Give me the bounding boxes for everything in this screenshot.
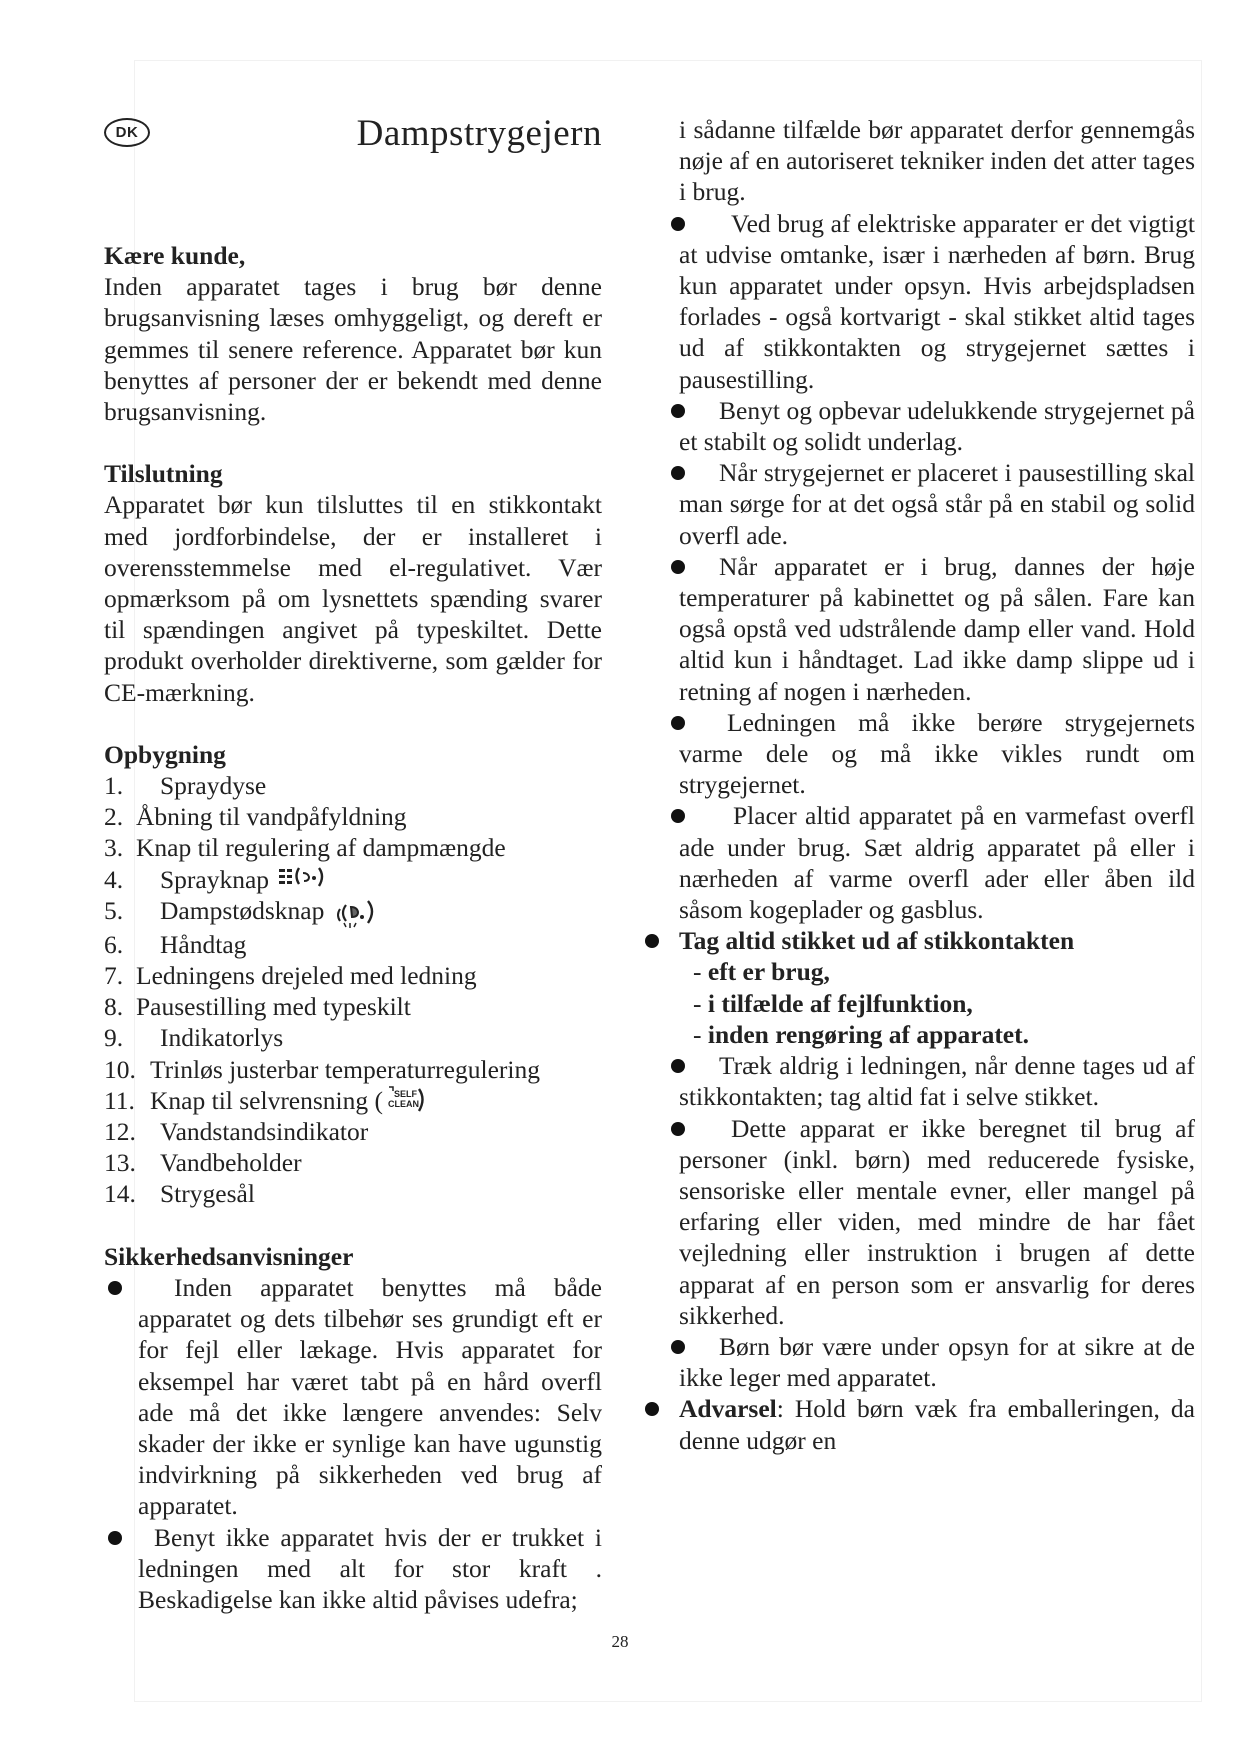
unplug-case: i tilfælde af fejlfunktion, [707,988,973,1018]
item-label: Trinløs justerbar temperaturregulering [150,1054,540,1084]
safety-item-text: Når strygejernet er placeret i pausestilling skal man sørge for at det også står på en stabil og solid overfl ade. [679,458,1195,550]
item-label: Knap til selvrensning ( [150,1085,383,1115]
list-item [104,1178,602,1209]
item-number: 11. [104,1085,135,1115]
safety-item-text: Børn bør være under opsyn for at sikre at de ikke leger med apparatet. [679,1331,1195,1393]
bullet-icon [108,1531,122,1545]
list-item [104,832,602,863]
page-title: Dampstrygejern [356,113,602,154]
safety-item [679,208,1195,395]
bullet-icon [671,716,685,730]
safety-item-text: Benyt ikke apparatet hvis der er trukket i ledningen med alt for stor kraft . Beskadigelse kan ikke altid påvises udefra; [138,1522,602,1614]
safety-item [104,1272,602,1522]
safety-item [679,707,1195,801]
item-number: 9. [104,1023,124,1053]
safety-item [679,551,1195,707]
right-column [679,114,1195,1456]
safety-item [679,1331,1195,1393]
intro-text: Inden apparatet tages i brug bør denne brugsanvisning læses omhyggeligt, og dereft er gemmes til senere reference. Apparatet bør kun benyttes af personer der er bekendt med denne brugsanvisning. [104,272,602,427]
item-label: Vandbeholder [160,1148,302,1178]
language-badge: DK [104,118,150,147]
bullet-icon [671,466,685,480]
bullet-icon [108,1281,122,1295]
bullet-icon [671,217,685,231]
list-item [104,1116,602,1147]
unplug-heading-item [679,925,1195,956]
list-item [104,960,602,991]
safety-item-text: Benyt og opbevar udelukkende strygejernet på et stabilt og solidt underlag. [679,395,1195,457]
warning-label: Advarsel [679,1394,777,1424]
safety-item-text: Ved brug af elektriske apparater er det vigtigt at udvise omtanke, især i nærheden af børn. Brug kun apparatet under opsyn. Hvis arbejdspladsen forlades - også kortvarigt - skal stikket altid tages ud af stikkontakten og strygejernet sættes i pausestilling. [679,208,1195,394]
connection-heading: Tilslutning [104,459,223,489]
list-item [104,929,602,960]
item-label: Åbning til vandpåfyldning [136,802,407,832]
parts-list [104,770,602,1210]
safety-item [679,1050,1195,1112]
self-clean-icon [385,1085,431,1116]
safety-item [679,1113,1195,1331]
item-label: Vandstandsindikator [160,1117,369,1147]
spray-icon [277,864,329,895]
header [104,112,602,160]
safety-item-text: Når apparatet er i brug, dannes der høje temperaturer på kabinettet og på sålen. Fare kan også opstå ved udstrålende damp eller vand. Hold altid kun i håndtaget. Lad ikke damp slippe ud i retning af nogen i nærheden. [679,551,1195,706]
item-number: 10. [104,1054,136,1084]
item-label: Sprayknap [160,864,270,894]
item-label: Strygesål [160,1179,255,1209]
item-label: Dampstødsknap [160,895,325,925]
item-number: 3. [104,833,124,863]
item-label: Pausestilling med typeskilt [136,992,411,1022]
item-number: 7. [104,961,124,991]
list-item [104,801,602,832]
safety-item [679,800,1195,925]
item-label: Indikatorlys [160,1023,284,1053]
item-number: 6. [104,929,124,959]
item-number: 1. [104,771,124,801]
bullet-icon [671,1122,685,1136]
safety-item [679,457,1195,551]
self-clean-icon-text-top: SELF [394,1088,418,1099]
list-item [693,988,1195,1019]
unplug-case: inden rengøring af apparatet. [707,1019,1029,1049]
list-item [693,1019,1195,1050]
bullet-icon [671,560,685,574]
list-item [104,991,602,1022]
bullet-icon [671,404,685,418]
self-clean-icon-text-bottom: CLEAN [388,1098,419,1109]
list-item [104,895,602,929]
safety-item [104,1522,602,1616]
item-label: Ledningens drejeled med ledning [136,961,477,991]
construction-heading: Opbygning [104,739,226,769]
safety-item-text: Dette apparat er ikke beregnet til brug af personer (inkl. børn) med reducerede fysiske, sensoriske eller mentale evner, eller mangel på erfaring eller viden, med mindre de har fået vejledning eller instruktion i brugen af dette apparat af en person som er ansvarlig for deres sikkerhed. [679,1113,1195,1330]
list-item [104,1022,602,1053]
safety-heading: Sikkerhedsanvisninger [104,1241,354,1271]
list-item [104,864,602,895]
safety-item-text: Ledningen må ikke berøre strygejernets varme dele og må ikke vikles rundt om strygejernet. [679,707,1195,800]
safety-item-text: Placer altid apparatet på en varmefast overfl ade under brug. Sæt aldrig apparatet på eller i nærheden af varme overfl ader eller åben ild såsom kogeplader og gasblus. [679,801,1195,925]
item-number: 2. [104,802,124,832]
left-column [104,112,602,1615]
list-item [104,770,602,801]
warning-item [679,1393,1195,1455]
bullet-icon [671,809,685,823]
item-number: 4. [104,864,124,894]
safety-item [679,395,1195,457]
connection-text: Apparatet bør kun tilsluttes til en stikkontakt med jordforbindelse, der er installeret i overensstemmelse med el-regulativet. Vær opmærksom på om lysnettets spænding svarer til spændingen angivet på typeskiltet. Dette produkt overholder direktiverne, som gælder for CE-mærkning. [104,490,602,707]
bullet-icon [671,1340,685,1354]
item-label: Spraydyse [160,771,267,801]
steam-burst-icon [332,895,380,929]
unplug-case: eft er brug, [707,957,830,987]
warning-text: : Hold børn væk fra emballeringen, da denne udgør en [679,1394,1195,1455]
unplug-cases [679,956,1195,1050]
item-number: 8. [104,992,124,1022]
safety-item-text: Inden apparatet benyttes må både apparatet og dets tilbehør ses grundigt eft er for fejl eller lækage. Hvis apparatet for eksempel har været tabt på en hård overfl ade må det ikke længere anvendes: Selv skader der ikke er synlige kan have ugunstig indvirkning på sikkerheden ved brug af apparatet. [138,1272,602,1521]
bullet-icon [671,1059,685,1073]
list-item [693,956,1195,987]
item-label: Håndtag [160,929,247,959]
item-number: 5. [104,895,124,925]
item-label: Knap til regulering af dampmængde [136,833,506,863]
item-number: 14. [104,1179,136,1209]
item-number: 13. [104,1148,136,1178]
continuation-text: i sådanne tilfælde bør apparatet derfor gennemgås nøje af en autoriseret tekniker inden det atter tages i brug. [679,115,1195,207]
unplug-heading: Tag altid stikket ud af stikkontakten [679,926,1075,956]
list-item [104,1085,602,1116]
list-item [104,1147,602,1178]
greeting: Kære kunde, [104,241,246,270]
safety-item-text: Træk aldrig i ledningen, når denne tages ud af stikkontakten; tag altid fat i selve stikket. [679,1051,1195,1112]
list-item [104,1054,602,1085]
item-number: 12. [104,1117,136,1147]
page-number: 28 [611,1632,629,1651]
